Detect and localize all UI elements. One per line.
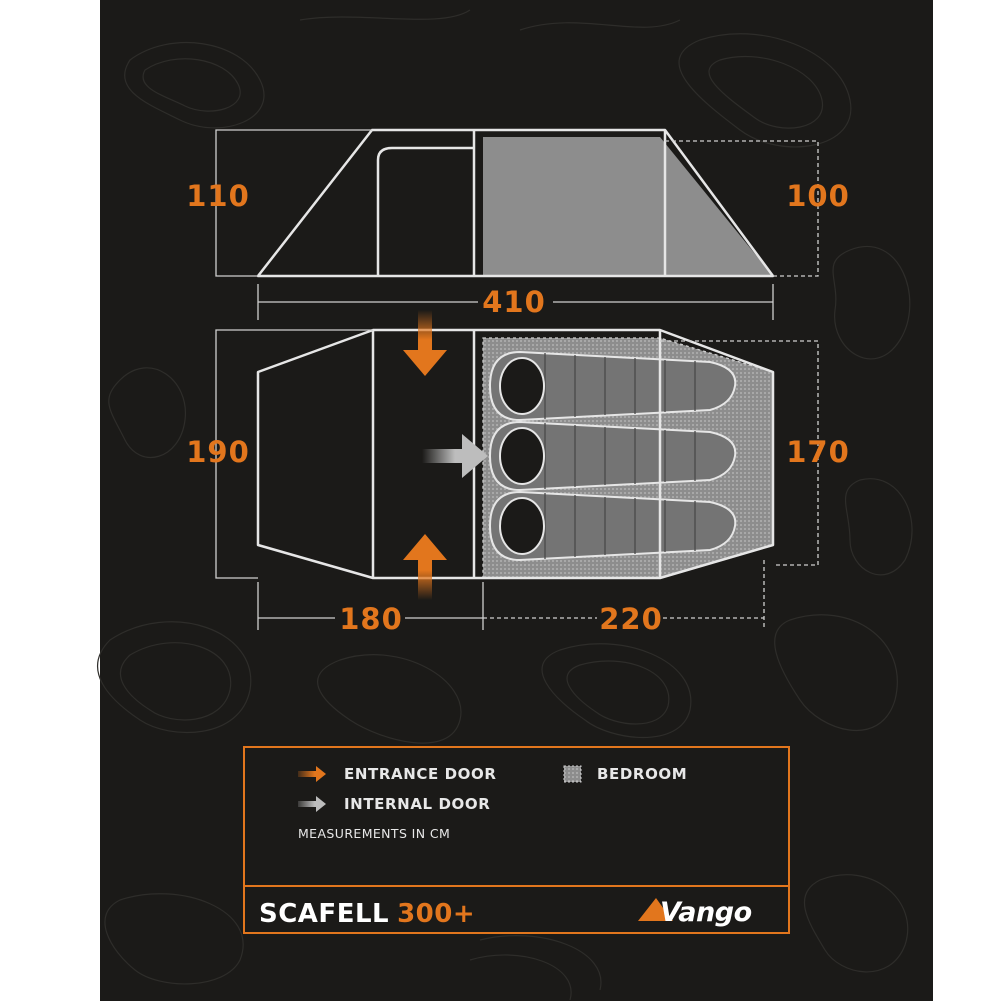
legend-bedroom: BEDROOM xyxy=(597,765,688,783)
legend-internal-door: INTERNAL DOOR xyxy=(344,795,491,813)
bedroom-legend-swatch-icon xyxy=(564,766,581,782)
dimension-100: 100 xyxy=(786,179,850,213)
dimension-190: 190 xyxy=(186,435,250,469)
floor-plan-view xyxy=(216,310,818,630)
legend-box xyxy=(244,747,789,933)
side-elevation-view xyxy=(216,130,818,276)
dimension-170: 170 xyxy=(786,435,850,469)
sleeping-bag-1 xyxy=(490,352,735,420)
dimension-110: 110 xyxy=(186,179,250,213)
entrance-door-arrow-bottom-icon xyxy=(403,534,447,600)
measurements-note: MEASUREMENTS IN CM xyxy=(298,826,451,841)
product-model: 300+ xyxy=(397,899,476,929)
legend-entrance-door: ENTRANCE DOOR xyxy=(344,765,497,783)
internal-door-arrow-icon xyxy=(422,434,488,478)
internal-door-legend-icon xyxy=(298,796,326,812)
vango-logo xyxy=(638,897,752,928)
dimension-220: 220 xyxy=(599,602,663,636)
entrance-door-legend-icon xyxy=(298,766,326,782)
sleeping-bag-3 xyxy=(490,492,735,560)
sleeping-bag-2 xyxy=(490,422,735,490)
product-title xyxy=(259,899,475,929)
dimension-180: 180 xyxy=(339,602,403,636)
product-name: SCAFELL xyxy=(259,899,390,929)
bedroom-side-fill xyxy=(483,137,773,276)
dimension-410: 410 xyxy=(482,285,546,319)
entrance-door-arrow-top-icon xyxy=(403,310,447,376)
side-door-outline xyxy=(378,148,474,276)
brand-wordmark: Vango xyxy=(660,897,752,928)
